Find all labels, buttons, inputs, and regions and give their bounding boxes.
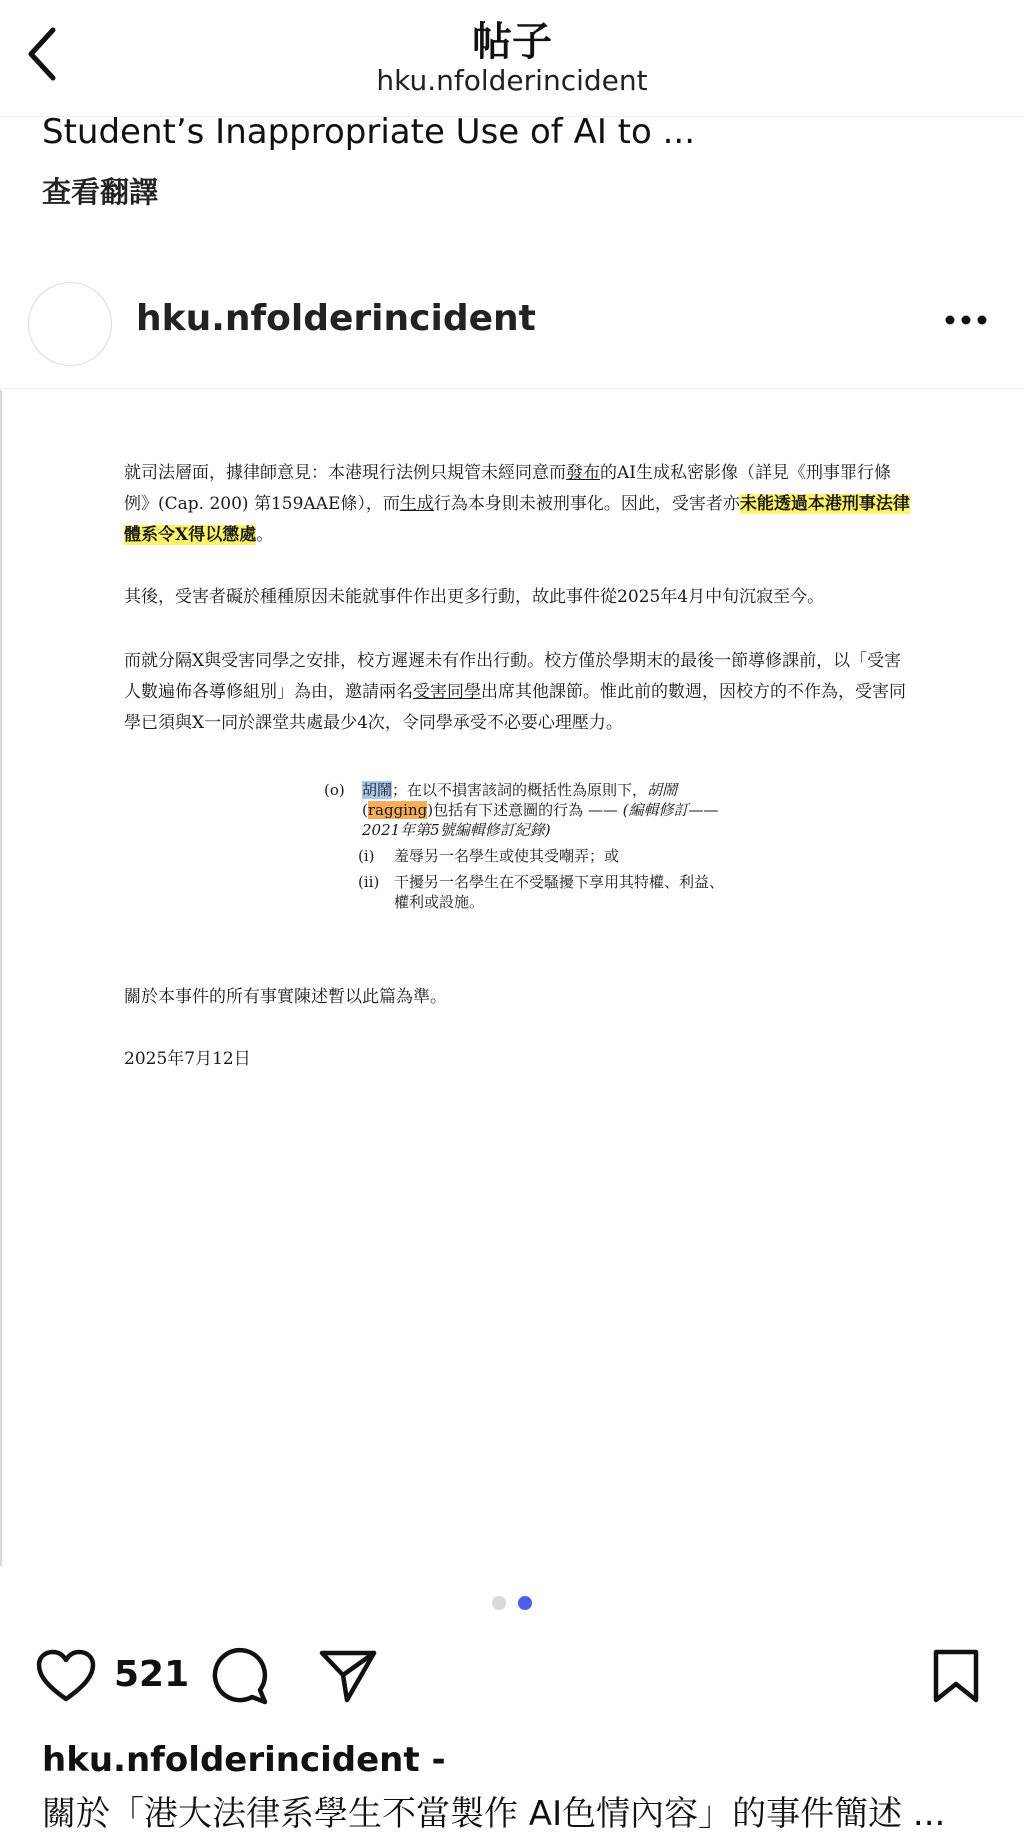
like-count[interactable]: 521 <box>114 1654 190 1695</box>
top-bar <box>0 0 1024 117</box>
page-title: 帖子 <box>472 19 552 65</box>
avatar[interactable] <box>28 282 112 366</box>
doc-date: 2025年7月12日 <box>124 1049 251 1069</box>
comment-button[interactable] <box>208 1644 272 1708</box>
like-button[interactable] <box>34 1644 98 1708</box>
comment-icon <box>210 1646 270 1706</box>
action-bar <box>0 1636 1024 1716</box>
share-button[interactable] <box>316 1644 380 1708</box>
share-icon <box>318 1648 378 1704</box>
legal-definition-quote: (o) 胡鬧；在以不損害該詞的概括性為原則下，胡鬧 (ragging)包括有下述意圖的行為 —— (編輯修訂—— 2021年第5號編輯修訂紀錄) (i) 羞辱另一名學生或使其受嘲弄；或 (ii) 干擾另一名學生在不受騷擾下享用其特權、利益、權利或設施。 <box>324 781 725 911</box>
carousel-indicator <box>0 1596 1024 1616</box>
caption-text[interactable]: 關於「港大法律系學生不當製作 AI色情內容」的事件簡述 ... <box>42 1794 946 1834</box>
post-header <box>0 278 1024 389</box>
bookmark-icon <box>932 1648 980 1704</box>
more-options-button[interactable] <box>936 300 996 340</box>
doc-paragraph-3: 而就分隔X與受害同學之安排，校方遲遲未有作出行動。校方僅於學期末的最後一節導修課前，以「受害人數遍佈各導修組別」為由，邀請兩名受害同學出席其他課節。惟此前的數週，因校方的不作為，受害同學已須與X一同於課堂共處最少4次，令同學承受不必要心理壓力。 <box>124 651 906 733</box>
more-horizontal-icon <box>944 314 988 326</box>
page-subtitle: hku.nfolderincident <box>376 64 648 97</box>
doc-paragraph-4: 關於本事件的所有事實陳述暫以此篇為準。 <box>124 987 447 1007</box>
previous-post-caption[interactable]: Student’s Inappropriate Use of AI to ... <box>42 112 696 152</box>
doc-paragraph-1: 就司法層面，據律師意見：本港現行法例只規管未經同意而發布的AI生成私密影像（詳見《刑事罪行條例》(Cap. 200) 第159AAE條），而生成行為本身則未被刑事化。因此，受害者亦未能透過本港刑事法律體系令X得以懲處。 <box>124 463 910 545</box>
see-translation-link[interactable]: 查看翻譯 <box>42 175 159 209</box>
carousel-dot-active <box>518 1596 532 1610</box>
caption-username[interactable]: hku.nfolderincident - <box>42 1740 446 1780</box>
highlighted-text: 未能透過本港刑事法律體系令X得以懲處 <box>124 494 910 545</box>
post-image-document[interactable] <box>0 390 1024 1566</box>
doc-paragraph-2: 其後，受害者礙於種種原因未能就事件作出更多行動，故此事件從2025年4月中旬沉寂至今。 <box>124 587 825 607</box>
carousel-dot <box>492 1596 506 1610</box>
heart-icon <box>36 1649 96 1703</box>
post-username[interactable]: hku.nfolderincident <box>136 298 536 339</box>
bookmark-button[interactable] <box>924 1644 988 1708</box>
